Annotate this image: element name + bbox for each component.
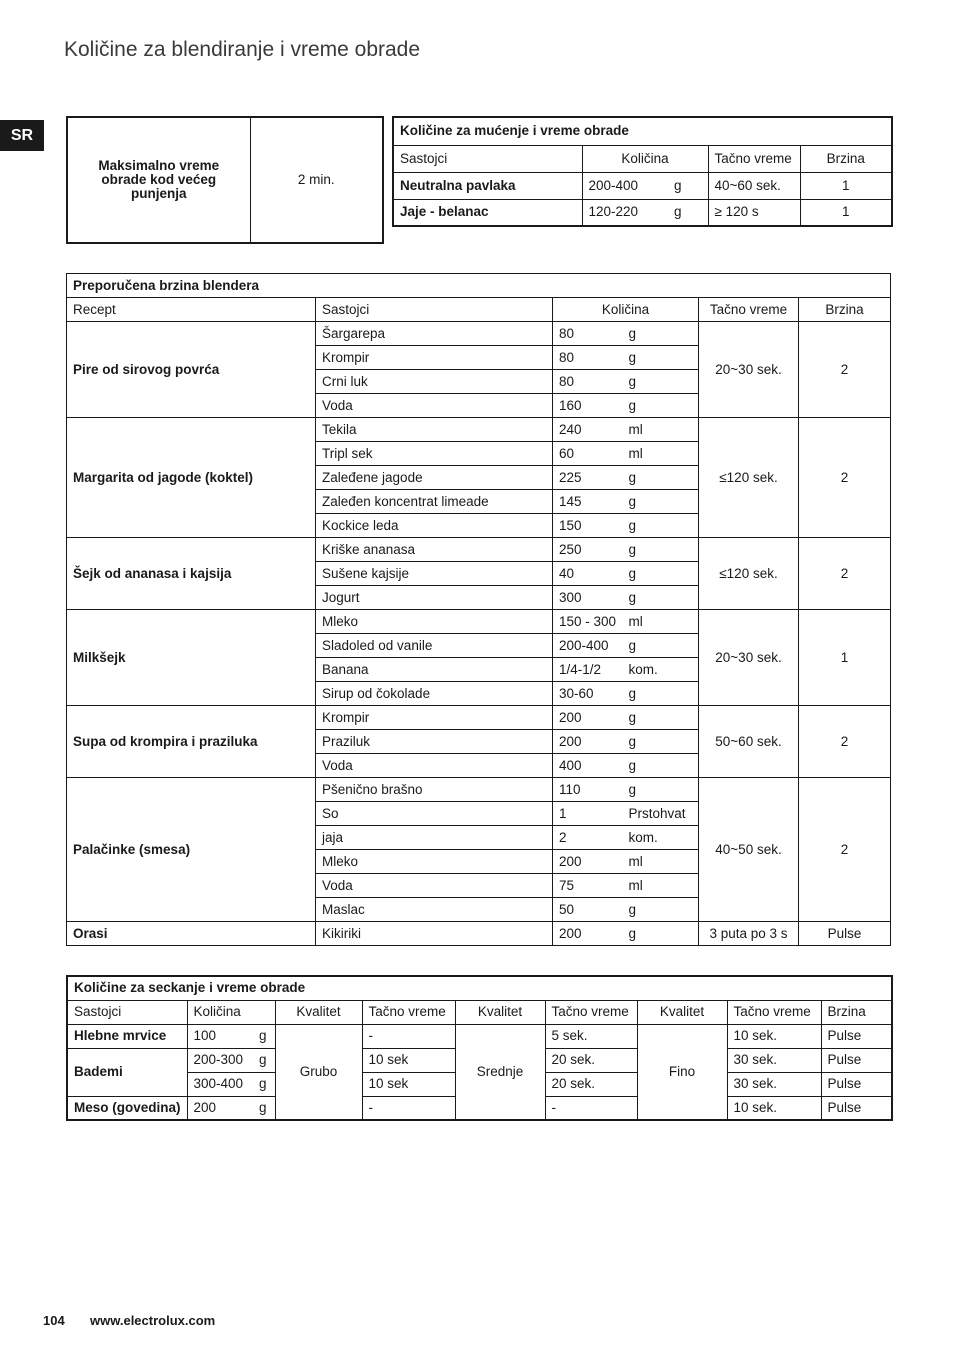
chop-header-quantity: Količina bbox=[187, 1000, 275, 1024]
chop-time-medium: 20 sek. bbox=[545, 1072, 637, 1096]
chop-header-time: Tačno vreme bbox=[362, 1000, 455, 1024]
recipe-name: Pire od sirovog povrća bbox=[67, 322, 316, 418]
recipe-ingredient: Maslac bbox=[316, 898, 553, 922]
whip-header-time: Tačno vreme bbox=[708, 145, 800, 172]
recipe-unit: ml bbox=[623, 850, 699, 874]
chop-ingredient: Hlebne mrvice bbox=[67, 1024, 187, 1048]
recipe-ingredient: So bbox=[316, 802, 553, 826]
recipe-ingredient: Krompir bbox=[316, 346, 553, 370]
recipe-quantity: 225 bbox=[553, 466, 623, 490]
recipe-time: 50~60 sek. bbox=[699, 706, 799, 778]
recipe-quantity: 300 bbox=[553, 586, 623, 610]
recipe-speed: Pulse bbox=[799, 922, 891, 946]
recipe-ingredient: Zaleđene jagode bbox=[316, 466, 553, 490]
table-row bbox=[67, 538, 891, 562]
recipe-quantity: 200 bbox=[553, 706, 623, 730]
chop-time-fine: 30 sek. bbox=[727, 1048, 821, 1072]
blender-header-quantity: Količina bbox=[553, 298, 699, 322]
recipe-quantity: 80 bbox=[553, 370, 623, 394]
recipe-ingredient: Tekila bbox=[316, 418, 553, 442]
recipe-unit: g bbox=[623, 754, 699, 778]
whip-speed: 1 bbox=[800, 172, 892, 199]
recipe-time: 40~50 sek. bbox=[699, 778, 799, 922]
recipe-time: 20~30 sek. bbox=[699, 610, 799, 706]
recipe-ingredient: Šargarepa bbox=[316, 322, 553, 346]
recipe-ingredient: Sladoled od vanile bbox=[316, 634, 553, 658]
recipe-unit: ml bbox=[623, 874, 699, 898]
recipe-unit: g bbox=[623, 778, 699, 802]
recipe-ingredient: Sušene kajsije bbox=[316, 562, 553, 586]
recipe-quantity: 40 bbox=[553, 562, 623, 586]
table-row bbox=[67, 922, 891, 946]
recipe-unit: g bbox=[623, 730, 699, 754]
chop-speed: Pulse bbox=[821, 1048, 892, 1072]
recipe-unit: g bbox=[623, 490, 699, 514]
chop-time-coarse: 10 sek bbox=[362, 1048, 455, 1072]
chop-time-coarse: 10 sek bbox=[362, 1072, 455, 1096]
table-row bbox=[393, 172, 892, 199]
recipe-quantity: 200-400 bbox=[553, 634, 623, 658]
recipe-time: 20~30 sek. bbox=[699, 322, 799, 418]
recipe-quantity: 160 bbox=[553, 394, 623, 418]
recipe-unit: kom. bbox=[623, 658, 699, 682]
recipe-unit: g bbox=[623, 322, 699, 346]
recipe-quantity: 80 bbox=[553, 322, 623, 346]
blender-table-title: Preporučena brzina blendera bbox=[67, 274, 891, 298]
chop-unit: g bbox=[253, 1096, 275, 1120]
chop-header-time: Tačno vreme bbox=[545, 1000, 637, 1024]
website-link[interactable]: www.electrolux.com bbox=[90, 1313, 216, 1328]
chop-quantity: 200-300 bbox=[187, 1048, 253, 1072]
recipe-name: Supa od krompira i praziluka bbox=[67, 706, 316, 778]
chop-table bbox=[66, 975, 893, 1121]
chop-time-medium: 20 sek. bbox=[545, 1048, 637, 1072]
recipe-speed: 2 bbox=[799, 322, 891, 418]
recipe-quantity: 50 bbox=[553, 898, 623, 922]
chop-header-ingredients: Sastojci bbox=[67, 1000, 187, 1024]
chop-quality-coarse: Grubo bbox=[275, 1024, 362, 1120]
page-number: 104 bbox=[43, 1313, 65, 1328]
chop-header-quality: Kvalitet bbox=[637, 1000, 727, 1024]
recipe-quantity: 60 bbox=[553, 442, 623, 466]
blender-header-time: Tačno vreme bbox=[699, 298, 799, 322]
recipe-ingredient: Jogurt bbox=[316, 586, 553, 610]
chop-quantity: 100 bbox=[187, 1024, 253, 1048]
recipe-ingredient: jaja bbox=[316, 826, 553, 850]
recipe-unit: g bbox=[623, 682, 699, 706]
recipe-ingredient: Mleko bbox=[316, 850, 553, 874]
recipe-unit: g bbox=[623, 466, 699, 490]
whip-header-quantity: Količina bbox=[582, 145, 708, 172]
recipe-quantity: 150 - 300 bbox=[553, 610, 623, 634]
chop-time-coarse: - bbox=[362, 1096, 455, 1120]
recipe-time: ≤120 sek. bbox=[699, 538, 799, 610]
recipe-unit: g bbox=[623, 922, 699, 946]
whip-quantity: 200-400 bbox=[582, 172, 668, 199]
recipe-ingredient: Kockice leda bbox=[316, 514, 553, 538]
recipe-ingredient: Voda bbox=[316, 874, 553, 898]
recipe-ingredient: Banana bbox=[316, 658, 553, 682]
language-tab: SR bbox=[0, 120, 44, 151]
table-row bbox=[393, 199, 892, 226]
whip-unit: g bbox=[668, 199, 708, 226]
max-time-label: Maksimalno vreme obrade kod većeg punjenja bbox=[67, 117, 250, 243]
chop-unit: g bbox=[253, 1072, 275, 1096]
recipe-ingredient: Kikiriki bbox=[316, 922, 553, 946]
recipe-unit: g bbox=[623, 898, 699, 922]
recipe-unit: g bbox=[623, 538, 699, 562]
chop-time-coarse: - bbox=[362, 1024, 455, 1048]
recipe-quantity: 240 bbox=[553, 418, 623, 442]
recipe-unit: Prstohvat bbox=[623, 802, 699, 826]
recipe-speed: 2 bbox=[799, 538, 891, 610]
recipe-quantity: 1 bbox=[553, 802, 623, 826]
blender-header-speed: Brzina bbox=[799, 298, 891, 322]
recipe-unit: g bbox=[623, 562, 699, 586]
recipe-ingredient: Voda bbox=[316, 754, 553, 778]
whip-time: ≥ 120 s bbox=[708, 199, 800, 226]
chop-speed: Pulse bbox=[821, 1024, 892, 1048]
chop-time-fine: 30 sek. bbox=[727, 1072, 821, 1096]
chop-quantity: 200 bbox=[187, 1096, 253, 1120]
recipe-ingredient: Voda bbox=[316, 394, 553, 418]
recipe-quantity: 400 bbox=[553, 754, 623, 778]
recipe-ingredient: Krompir bbox=[316, 706, 553, 730]
chop-header-quality: Kvalitet bbox=[275, 1000, 362, 1024]
recipe-unit: g bbox=[623, 394, 699, 418]
recipe-unit: kom. bbox=[623, 826, 699, 850]
chop-ingredient: Meso (govedina) bbox=[67, 1096, 187, 1120]
recipe-unit: ml bbox=[623, 418, 699, 442]
recipe-unit: g bbox=[623, 370, 699, 394]
table-row bbox=[67, 706, 891, 730]
recipe-quantity: 1/4-1/2 bbox=[553, 658, 623, 682]
recipe-name: Šejk od ananasa i kajsija bbox=[67, 538, 316, 610]
blender-table-body bbox=[67, 322, 891, 946]
recipe-quantity: 200 bbox=[553, 850, 623, 874]
chop-table-title: Količine za seckanje i vreme obrade bbox=[67, 976, 892, 1000]
recipe-ingredient: Kriške ananasa bbox=[316, 538, 553, 562]
whip-quantity: 120-220 bbox=[582, 199, 668, 226]
chop-header-speed: Brzina bbox=[821, 1000, 892, 1024]
recipe-unit: g bbox=[623, 586, 699, 610]
chop-speed: Pulse bbox=[821, 1072, 892, 1096]
recipe-quantity: 110 bbox=[553, 778, 623, 802]
table-row bbox=[67, 778, 891, 802]
whip-ingredient: Jaje - belanac bbox=[393, 199, 582, 226]
blender-header-recipe: Recept bbox=[67, 298, 316, 322]
whip-speed: 1 bbox=[800, 199, 892, 226]
chop-unit: g bbox=[253, 1024, 275, 1048]
recipe-quantity: 80 bbox=[553, 346, 623, 370]
chop-ingredient: Bademi bbox=[67, 1048, 187, 1096]
recipe-quantity: 150 bbox=[553, 514, 623, 538]
recipe-unit: g bbox=[623, 634, 699, 658]
whip-header-speed: Brzina bbox=[800, 145, 892, 172]
page-title: Količine za blendiranje i vreme obrade bbox=[64, 38, 421, 61]
recipe-speed: 1 bbox=[799, 610, 891, 706]
recipe-time: 3 puta po 3 s bbox=[699, 922, 799, 946]
whip-table bbox=[392, 116, 893, 227]
max-time-table bbox=[66, 116, 384, 244]
whip-time: 40~60 sek. bbox=[708, 172, 800, 199]
recipe-speed: 2 bbox=[799, 706, 891, 778]
recipe-name: Orasi bbox=[67, 922, 316, 946]
recipe-unit: g bbox=[623, 346, 699, 370]
recipe-name: Milkšejk bbox=[67, 610, 316, 706]
recipe-ingredient: Mleko bbox=[316, 610, 553, 634]
chop-time-fine: 10 sek. bbox=[727, 1096, 821, 1120]
recipe-speed: 2 bbox=[799, 778, 891, 922]
whip-table-title: Količine za mućenje i vreme obrade bbox=[393, 117, 892, 145]
table-row bbox=[67, 418, 891, 442]
recipe-unit: ml bbox=[623, 442, 699, 466]
recipe-ingredient: Tripl sek bbox=[316, 442, 553, 466]
recipe-quantity: 145 bbox=[553, 490, 623, 514]
whip-ingredient: Neutralna pavlaka bbox=[393, 172, 582, 199]
recipe-ingredient: Zaleđen koncentrat limeade bbox=[316, 490, 553, 514]
recipe-quantity: 2 bbox=[553, 826, 623, 850]
max-time-value: 2 min. bbox=[250, 117, 383, 243]
chop-quantity: 300-400 bbox=[187, 1072, 253, 1096]
recipe-time: ≤120 sek. bbox=[699, 418, 799, 538]
chop-quality-medium: Srednje bbox=[455, 1024, 545, 1120]
recipe-quantity: 30-60 bbox=[553, 682, 623, 706]
chop-time-medium: 5 sek. bbox=[545, 1024, 637, 1048]
recipe-ingredient: Sirup od čokolade bbox=[316, 682, 553, 706]
recipe-quantity: 250 bbox=[553, 538, 623, 562]
recipe-unit: ml bbox=[623, 610, 699, 634]
recipe-unit: g bbox=[623, 706, 699, 730]
recipe-quantity: 200 bbox=[553, 922, 623, 946]
whip-unit: g bbox=[668, 172, 708, 199]
chop-unit: g bbox=[253, 1048, 275, 1072]
recipe-ingredient: Praziluk bbox=[316, 730, 553, 754]
recipe-quantity: 200 bbox=[553, 730, 623, 754]
recipe-speed: 2 bbox=[799, 418, 891, 538]
chop-time-medium: - bbox=[545, 1096, 637, 1120]
chop-header-time: Tačno vreme bbox=[727, 1000, 821, 1024]
chop-header-quality: Kvalitet bbox=[455, 1000, 545, 1024]
chop-time-fine: 10 sek. bbox=[727, 1024, 821, 1048]
chop-quality-fine: Fino bbox=[637, 1024, 727, 1120]
blender-speed-table bbox=[66, 273, 891, 946]
table-row bbox=[67, 1024, 892, 1048]
recipe-unit: g bbox=[623, 514, 699, 538]
table-row bbox=[67, 322, 891, 346]
recipe-name: Margarita od jagode (koktel) bbox=[67, 418, 316, 538]
recipe-quantity: 75 bbox=[553, 874, 623, 898]
chop-speed: Pulse bbox=[821, 1096, 892, 1120]
recipe-ingredient: Pšenično brašno bbox=[316, 778, 553, 802]
table-row bbox=[67, 610, 891, 634]
whip-header-ingredients: Sastojci bbox=[393, 145, 582, 172]
blender-header-ingredients: Sastojci bbox=[316, 298, 553, 322]
recipe-name: Palačinke (smesa) bbox=[67, 778, 316, 922]
recipe-ingredient: Crni luk bbox=[316, 370, 553, 394]
